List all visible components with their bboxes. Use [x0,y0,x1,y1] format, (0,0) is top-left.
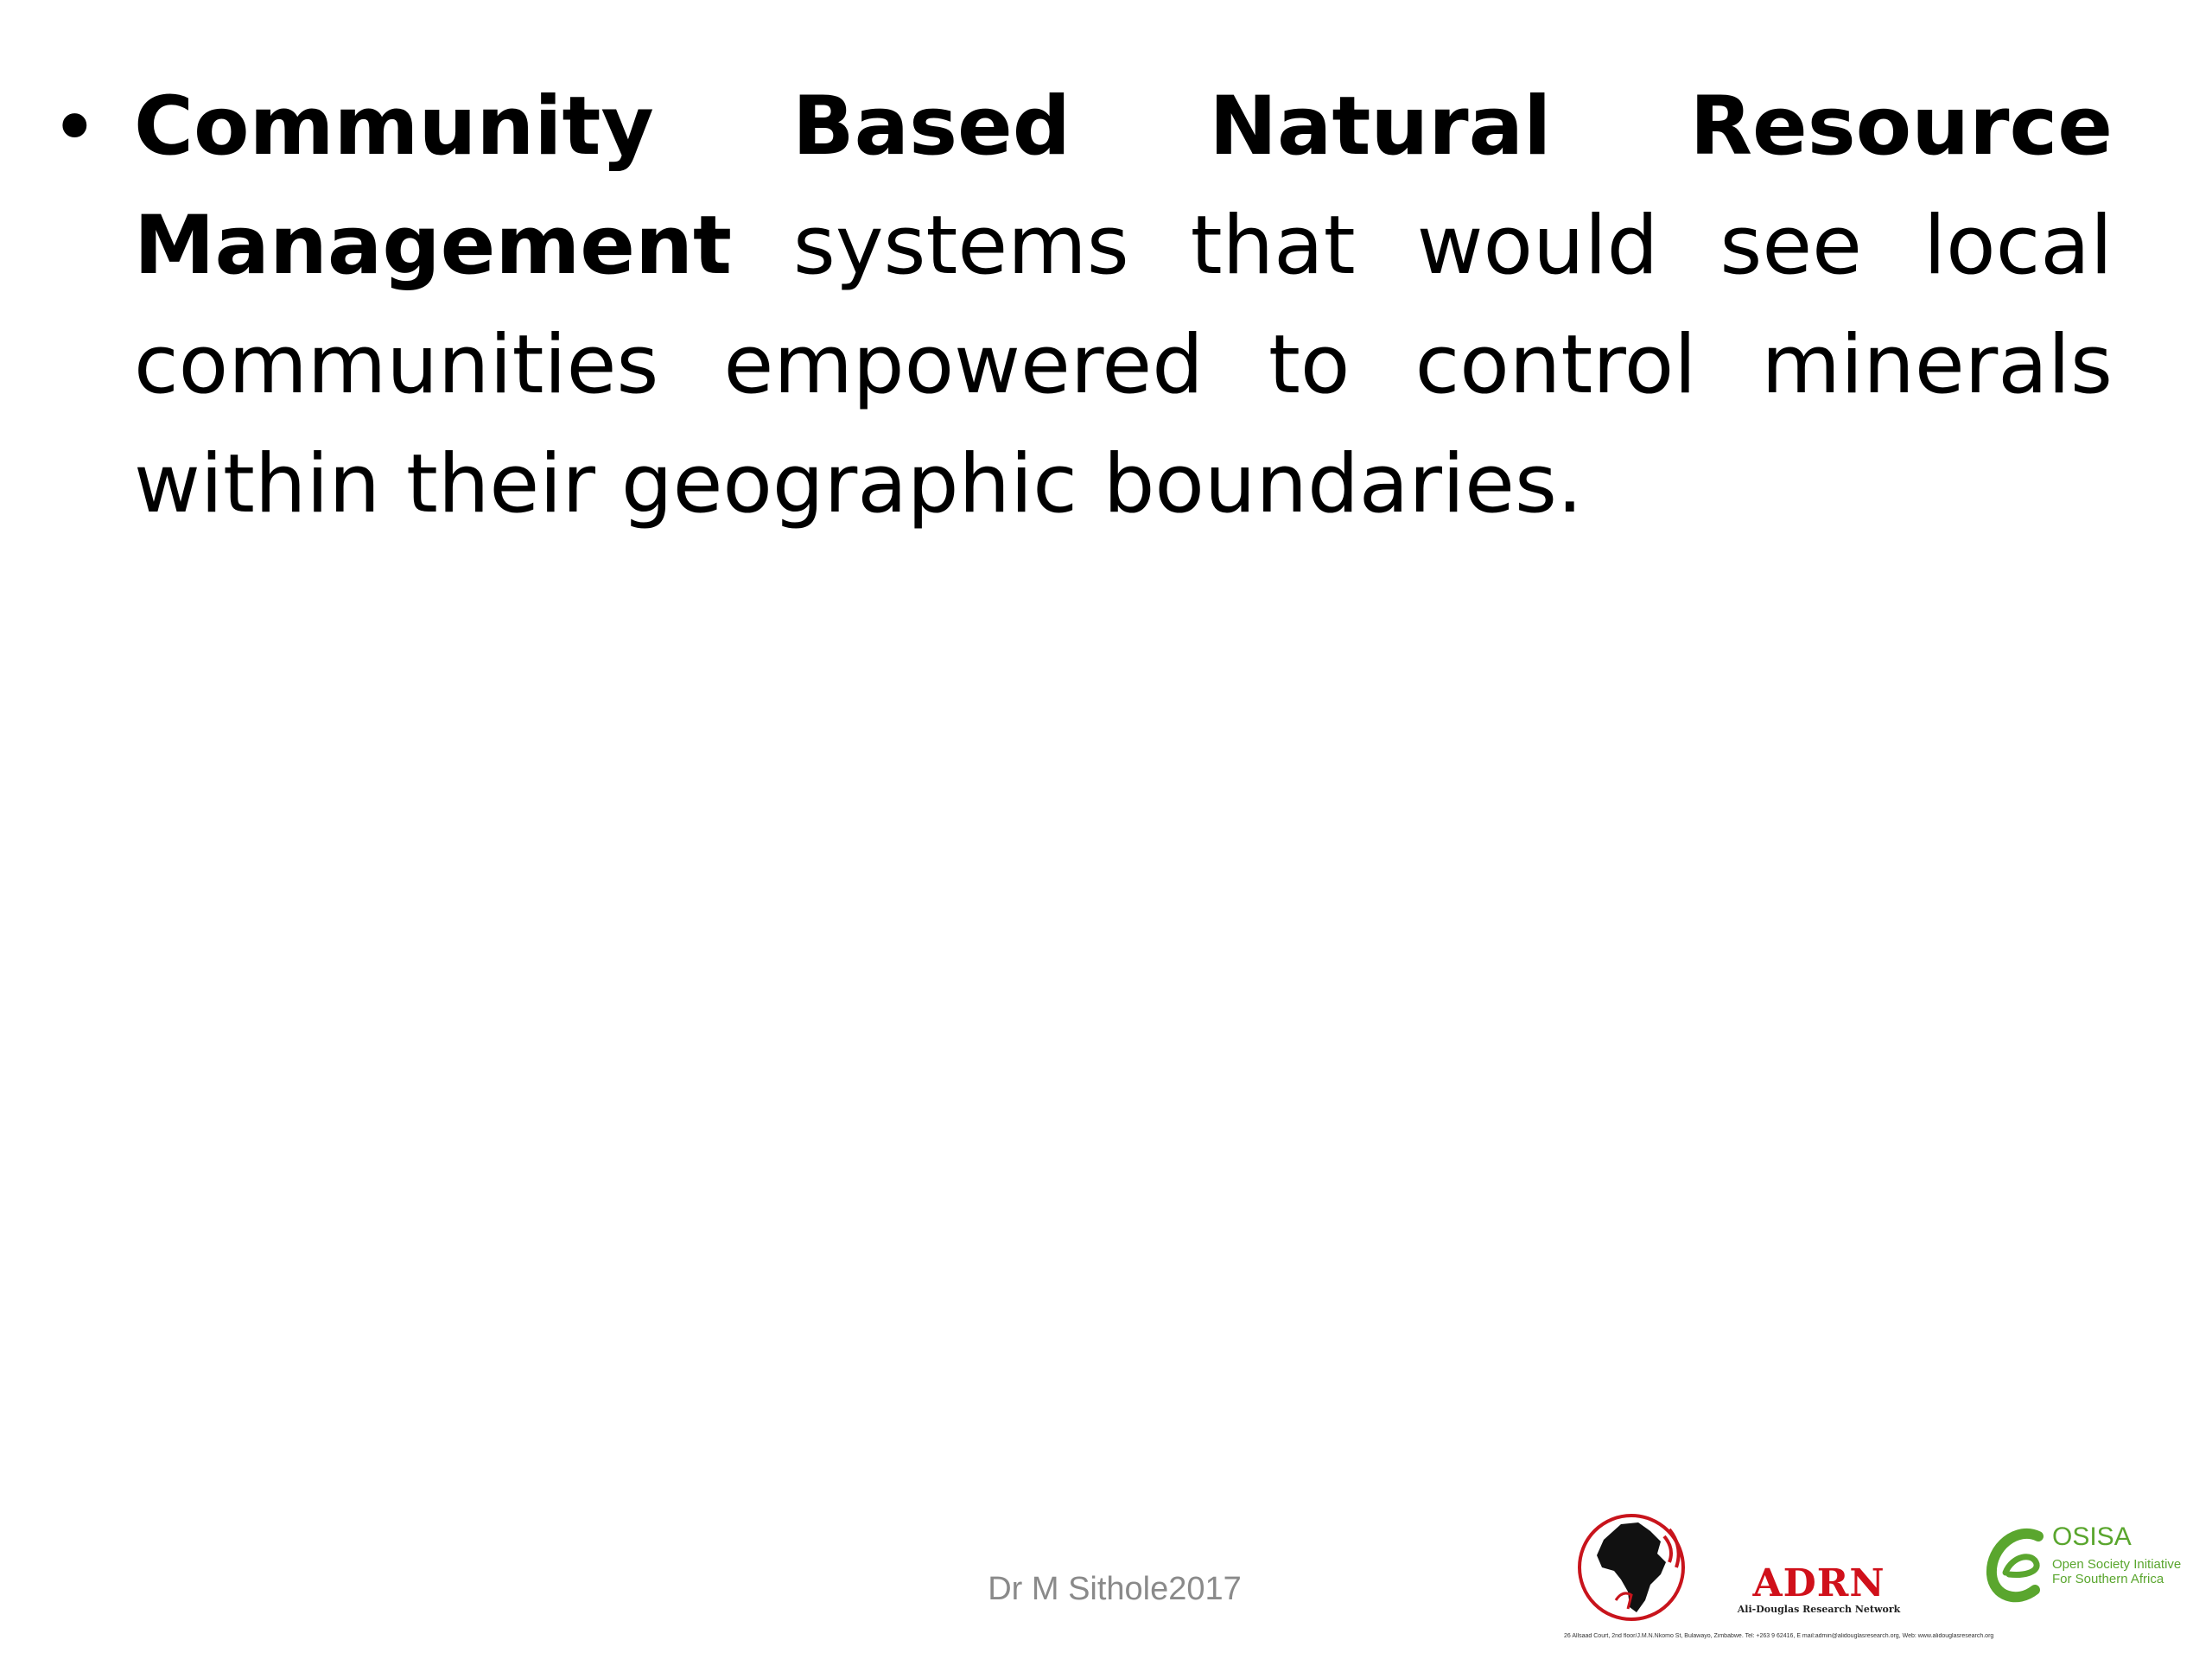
bullet-bold-lead: Community Based Natural Resource Management [134,79,2113,293]
osisa-swirl-icon [1983,1521,2052,1616]
osisa-logo [1983,1521,2190,1616]
africa-map-icon [1571,1505,1692,1626]
bullet-rest: systems that would see local communities empowered to control minerals within their geographic boundaries. [134,199,2113,531]
address-line: 26 Allsaad Court, 2nd floor/J.M.N.Nkomo St, Bulawayo, Zimbabwe. Tel: +263 9 62416, E mail:admin@alidouglasresearch.org, Web: www.alidouglasresearch.org [1564,1633,1994,1639]
adrn-full-name: Ali-Douglas Research Network [1737,1604,1901,1615]
osisa-tagline: Open Society Initiative For Southern Africa [2052,1557,2182,1586]
adrn-logo [1707,1561,1931,1616]
footer-author: Dr M Sithole2017 [988,1571,1242,1607]
osisa-name: OSISA [2052,1522,2132,1551]
adrn-name: ADRN [1752,1561,1885,1605]
bullet-dot-icon: • [50,79,99,176]
logo-strip [1555,1495,2195,1650]
bullet-text [134,67,2113,544]
bullet-item [50,67,2113,544]
